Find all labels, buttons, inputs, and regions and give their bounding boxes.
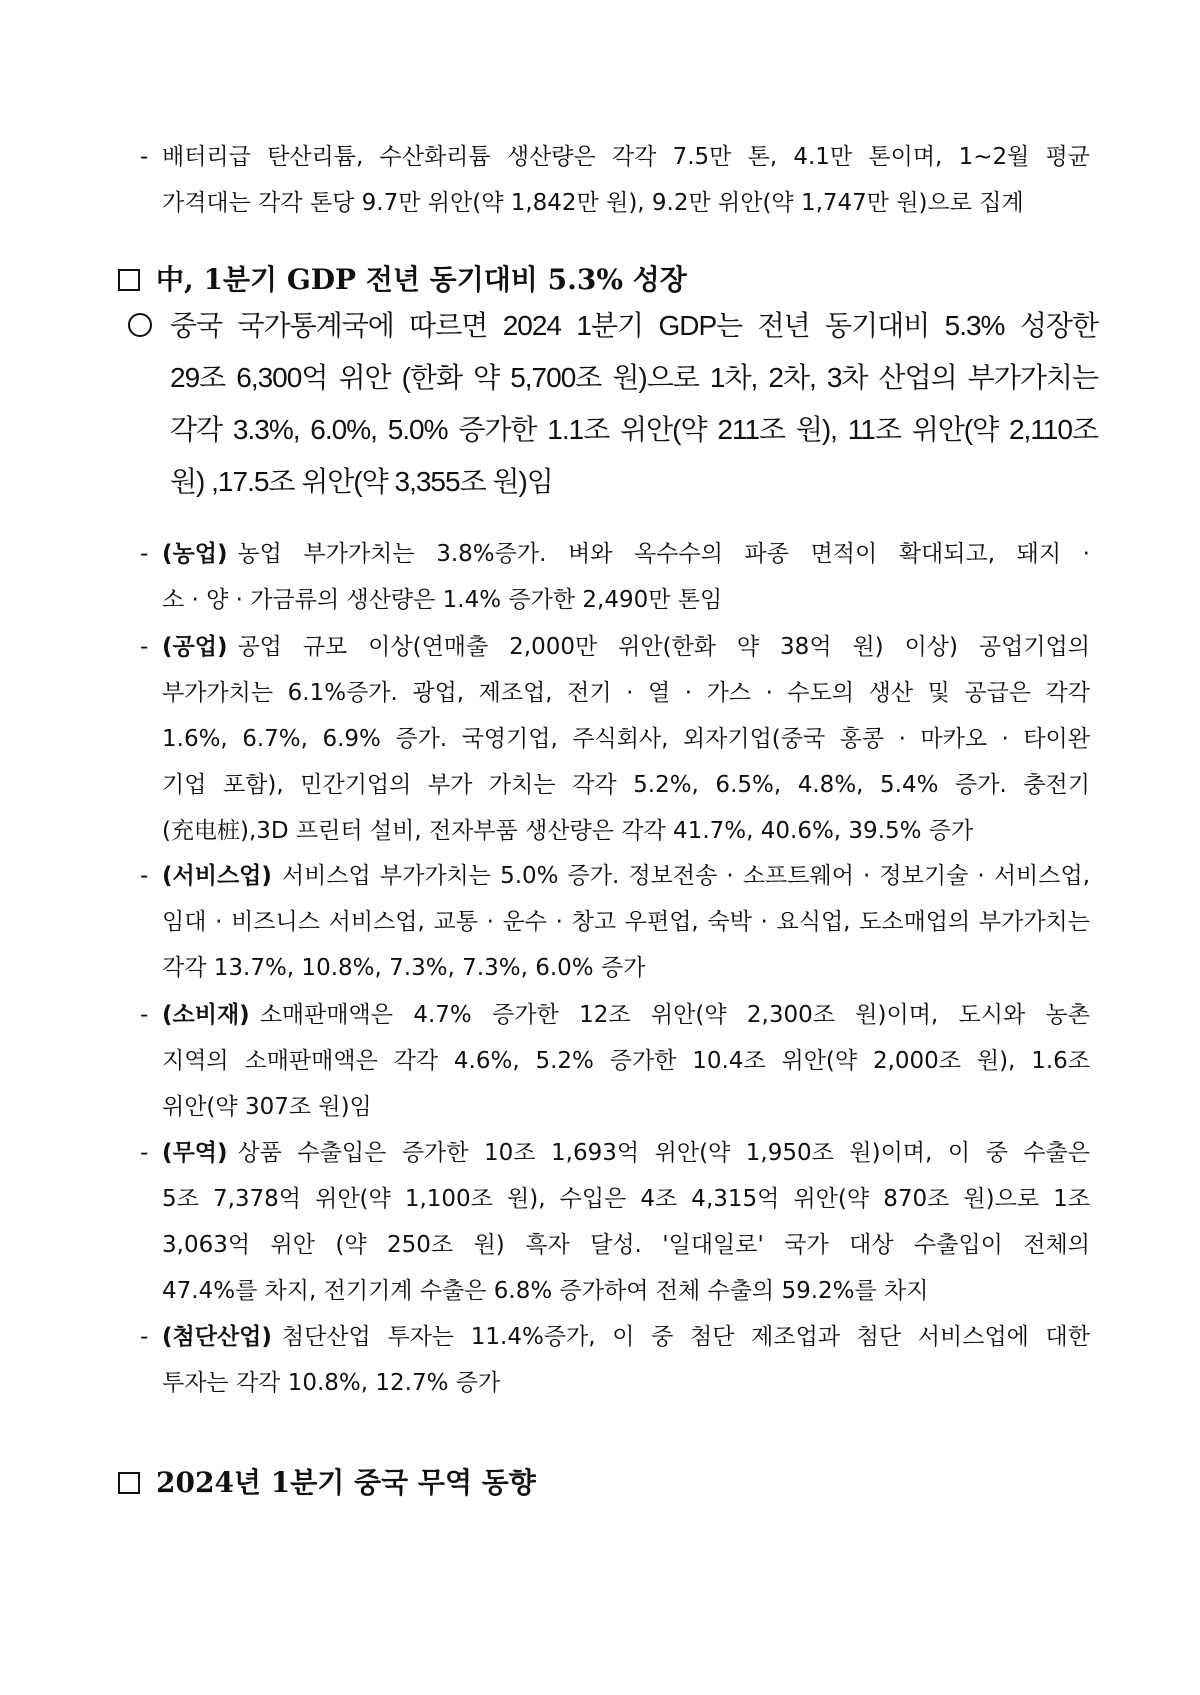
item-tag: (서비스업): [162, 863, 272, 889]
item-tag: (무역): [162, 1140, 228, 1166]
text-line: 5조 7,378억 위안(약 1,100조 원), 수입은 4조 4,315억 위안(약 870조 원)으로 1조: [162, 1186, 1090, 1212]
text-line: (소비재) 소매판매액은 4.7% 증가한 12조 위안(약 2,300조 원)이며, 도시와 농촌: [162, 1002, 1090, 1028]
dash-bullet: -: [140, 634, 149, 660]
text-line: 배터리급 탄산리튬, 수산화리튬 생산량은 각각 7.5만 톤, 4.1만 톤이며, 1~2월 평균: [162, 144, 1090, 170]
text-line: (서비스업) 서비스업 부가가치는 5.0% 증가. 정보전송 · 소프트웨어 · 정보기술 · 서비스업,: [162, 863, 1090, 889]
high-tech-item: [140, 1314, 1090, 1406]
item-tag: (농업): [162, 541, 228, 567]
summary-line: 29조 6,300억 위안 (한화 약 5,700조 원)으로 1차, 2차, 3차 산업의 부가가치는: [170, 362, 1098, 393]
text-line: 위안(약 307조 원)임: [162, 1094, 372, 1120]
trade-item: [140, 1130, 1090, 1314]
agriculture-item: [140, 531, 1090, 623]
item-tag: (첨단산업): [162, 1324, 272, 1350]
text-line: 각각 13.7%, 10.8%, 7.3%, 7.3%, 6.0% 증가: [162, 955, 646, 981]
lithium-production-item: [140, 134, 1090, 226]
text-line: (무역) 상품 수출입은 증가한 10조 1,693억 위안(약 1,950조 원)이며, 이 중 수출은: [162, 1140, 1090, 1166]
section-heading-text: 中, 1분기 GDP 전년 동기대비 5.3% 성장: [156, 263, 687, 296]
item-tag: (소비재): [162, 1002, 250, 1028]
services-item: [140, 853, 1090, 991]
text-line: (첨단산업) 첨단산업 투자는 11.4%증가, 이 중 첨단 제조업과 첨단 서비스업에 대한: [162, 1324, 1090, 1350]
text-line: (充电桩),3D 프린터 설비, 전자부품 생산량은 각각 41.7%, 40.6%, 39.5% 증가: [162, 818, 974, 844]
dash-bullet: -: [140, 541, 149, 567]
dash-bullet: -: [140, 1002, 149, 1028]
text-line: 소 · 양 · 가금류의 생산량은 1.4% 증가한 2,490만 톤임: [162, 587, 723, 613]
text-line: 3,063억 위안 (약 250조 원) 흑자 달성. '일대일로' 국가 대상 수출입이 전체의: [162, 1232, 1090, 1258]
checkbox-square-icon: [118, 1472, 140, 1494]
summary-line: 중국 국가통계국에 따르면 2024 1분기 GDP는 전년 동기대비 5.3% 성장한: [170, 310, 1098, 341]
section-heading-text: 2024년 1분기 중국 무역 동향: [156, 1466, 536, 1499]
text-line: (농업) 농업 부가가치는 3.8%증가. 벼와 옥수수의 파종 면적이 확대되고, 돼지 ·: [162, 541, 1090, 567]
dash-bullet: -: [140, 144, 149, 170]
circle-bullet-icon: [128, 313, 152, 337]
dash-bullet: -: [140, 863, 149, 889]
dash-bullet: -: [140, 1140, 149, 1166]
section-heading-gdp: [118, 260, 1098, 300]
section-heading-trade: [118, 1463, 1098, 1503]
text-line: 가격대는 각각 톤당 9.7만 위안(약 1,842만 원), 9.2만 위안(약 1,747만 원)으로 집계: [162, 190, 1024, 216]
text-line: 임대 · 비즈니스 서비스업, 교통 · 운수 · 창고 우편업, 숙박 · 요식업, 도소매업의 부가가치는: [162, 909, 1090, 935]
text-line: 부가가치는 6.1%증가. 광업, 제조업, 전기 · 열 · 가스 · 수도의 생산 및 공급은 각각: [162, 680, 1090, 706]
summary-line: 각각 3.3%, 6.0%, 5.0% 증가한 1.1조 위안(약 211조 원), 11조 위안(약 2,110조: [170, 414, 1098, 445]
text-line: 지역의 소매판매액은 각각 4.6%, 5.2% 증가한 10.4조 위안(약 2,000조 원), 1.6조: [162, 1048, 1090, 1074]
text-line: (공업) 공업 규모 이상(연매출 2,000만 위안(한화 약 38억 원) 이상) 공업기업의: [162, 634, 1090, 660]
dash-bullet: -: [140, 1324, 149, 1350]
text-line: 투자는 각각 10.8%, 12.7% 증가: [162, 1370, 501, 1396]
text-line: 1.6%, 6.7%, 6.9% 증가. 국영기업, 주식회사, 외자기업(중국 홍콩 · 마카오 · 타이완: [162, 726, 1090, 752]
consumer-goods-item: [140, 992, 1090, 1130]
item-tag: (공업): [162, 634, 228, 660]
industry-item: [140, 624, 1090, 854]
checkbox-square-icon: [118, 269, 140, 291]
gdp-summary-item: [128, 300, 1098, 508]
text-line: 47.4%를 차지, 전기기계 수출은 6.8% 증가하여 전체 수출의 59.2%를 차지: [162, 1278, 929, 1304]
summary-line: 원) ,17.5조 위안(약 3,355조 원)임: [170, 466, 553, 497]
text-line: 기업 포함), 민간기업의 부가 가치는 각각 5.2%, 6.5%, 4.8%, 5.4% 증가. 충전기: [162, 772, 1090, 798]
